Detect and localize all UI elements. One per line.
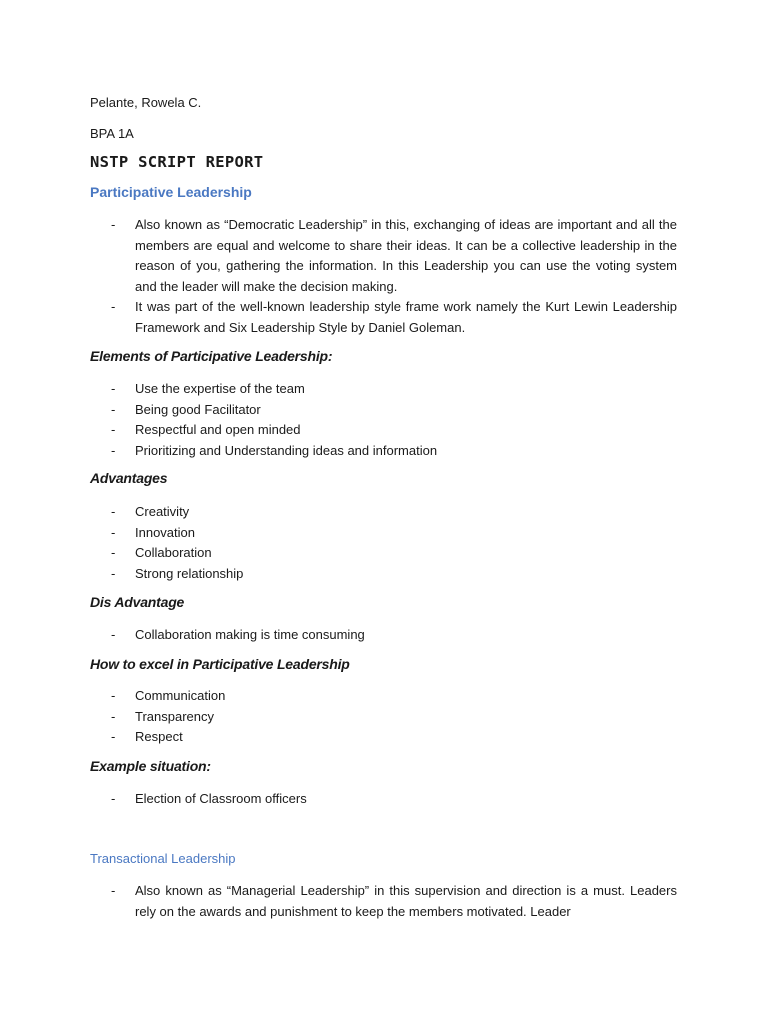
list-item <box>0 380 768 401</box>
excel-list <box>0 687 768 749</box>
list-item-text: Communication <box>135 688 226 703</box>
heading-disadvantage: Dis Advantage <box>90 594 185 610</box>
advantages-list <box>0 503 768 585</box>
list-item <box>0 728 768 749</box>
bullet-dash: - <box>111 524 116 540</box>
list-item <box>0 524 768 545</box>
bullet-dash: - <box>111 504 116 519</box>
list-item-text: Innovation <box>135 524 195 540</box>
paragraph-managerial: Also known as “Managerial Leadership” in this supervision and direction is a must. Leaders rely on the awards and punishment to keep the members motivated. Leader <box>135 883 677 919</box>
bullet-dash: - <box>111 565 116 581</box>
list-item <box>0 708 768 729</box>
list-item <box>0 626 768 647</box>
list-item-text: Respect <box>135 729 183 744</box>
list-item-text: Being good Facilitator <box>135 401 261 417</box>
bullet-dash: - <box>111 381 116 396</box>
example-list <box>0 790 768 811</box>
bullet-dash: - <box>111 299 116 314</box>
bullet-dash: - <box>111 708 116 724</box>
list-item-text: Election of Classroom officers <box>135 791 307 806</box>
list-item <box>0 544 768 565</box>
bullet-dash: - <box>111 442 116 458</box>
heading-advantages: Advantages <box>90 470 168 486</box>
elements-list <box>0 380 768 462</box>
document-title: NSTP SCRIPT REPORT <box>90 153 264 171</box>
heading-participative: Participative Leadership <box>90 184 252 200</box>
list-item-text: Strong relationship <box>135 565 244 581</box>
bullet-dash: - <box>111 627 116 642</box>
list-item <box>0 421 768 442</box>
bullet-dash: - <box>111 401 116 417</box>
bullet-dash: - <box>111 883 116 898</box>
list-item-text: Prioritizing and Understanding ideas and information <box>135 442 438 458</box>
heading-example-situation: Example situation: <box>90 758 211 774</box>
list-item <box>0 442 768 463</box>
author-name: Pelante, Rowela C. <box>90 95 202 110</box>
list-item-text: Use the expertise of the team <box>135 381 305 396</box>
list-item-text: Collaboration making is time consuming <box>135 627 365 642</box>
bullet-dash: - <box>111 791 116 806</box>
list-item <box>0 565 768 586</box>
heading-transactional: Transactional Leadership <box>90 851 236 866</box>
bullet-dash: - <box>111 729 116 744</box>
list-item-text: Creativity <box>135 504 190 519</box>
list-item-text: Respectful and open minded <box>135 422 301 437</box>
list-item <box>0 687 768 708</box>
bullet-dash: - <box>111 688 116 703</box>
disadvantage-list <box>0 626 768 647</box>
bullet-dash: - <box>111 545 116 560</box>
paragraph-framework: It was part of the well-known leadership style frame work namely the Kurt Lewin Leadership Framework and Six Leadership Style by Daniel Goleman. <box>135 299 677 335</box>
heading-how-to-excel: How to excel in Participative Leadership <box>90 656 350 672</box>
list-item <box>0 503 768 524</box>
bullet-dash: - <box>111 217 116 232</box>
list-item-text: Collaboration <box>135 545 212 560</box>
list-item-text: Transparency <box>135 708 214 724</box>
class-section: BPA 1A <box>90 126 134 141</box>
bullet-dash: - <box>111 422 116 437</box>
list-item <box>0 790 768 811</box>
list-item <box>0 401 768 422</box>
heading-elements: Elements of Participative Leadership: <box>90 348 333 364</box>
paragraph-democratic: Also known as “Democratic Leadership” in this, exchanging of ideas are important and all the members are equal and welcome to share their ideas. It can be a collective leadership in the reason of you, gathering the information. In this Leadership you can use the voting system and the leader will make the decision making. <box>135 217 677 294</box>
